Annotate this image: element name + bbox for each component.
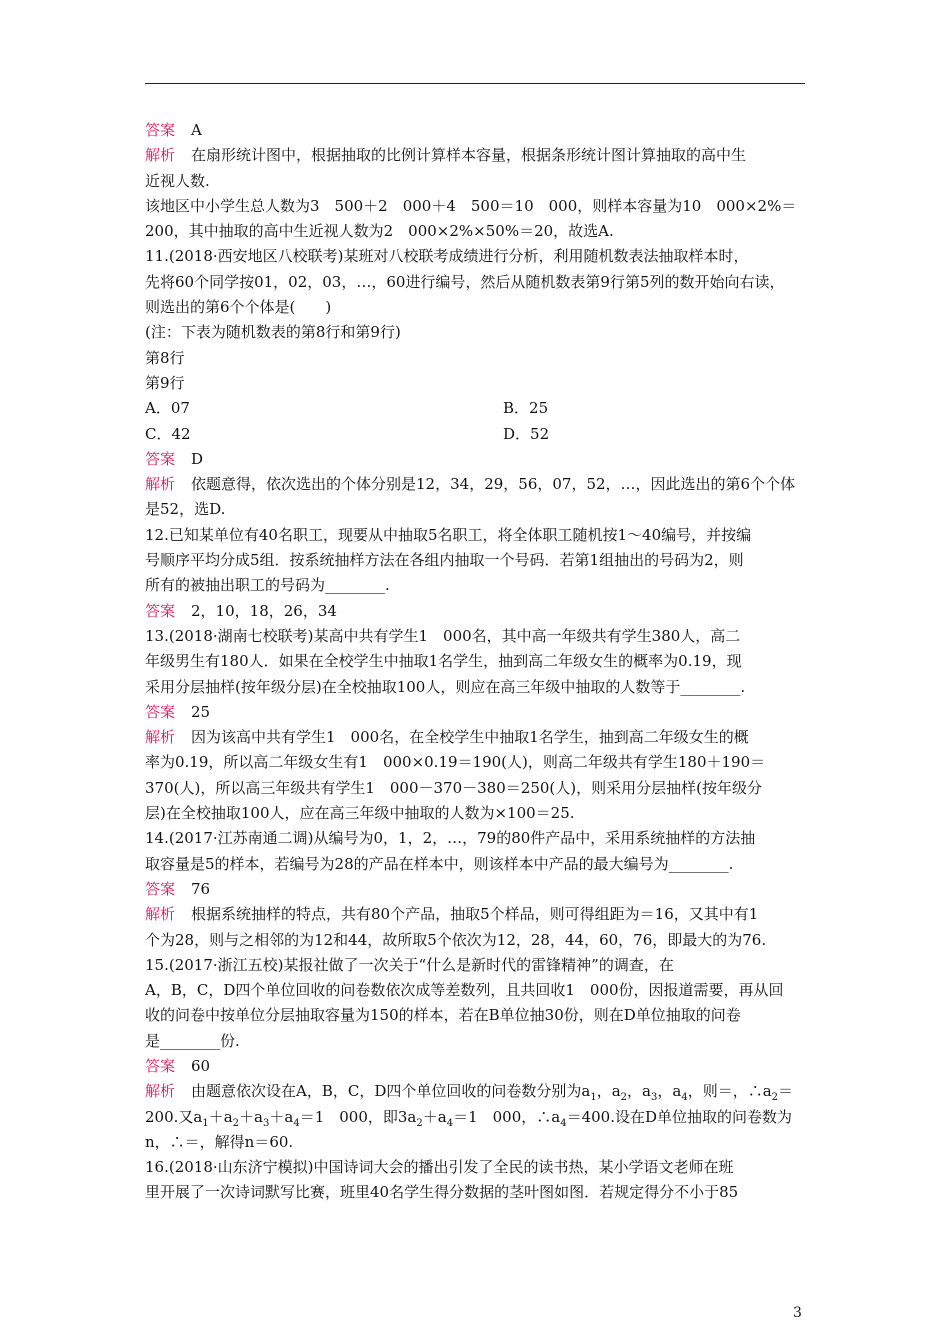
text-segment: 200.又a [145,1107,203,1126]
subscript: 2 [620,1092,628,1104]
line-text: 第9行 [145,373,185,392]
subscript: 3 [263,1117,270,1129]
text-line [145,1029,815,1054]
line-text: 层)在全校抽取100人，应在高三年级中抽取的人数为×100＝25. [145,804,575,823]
text-segment: ＝ [778,1082,794,1101]
subscript: 4 [560,1117,567,1129]
text-line [145,548,815,573]
analysis-line [145,902,815,927]
line-text: 依题意得，依次选出的个体分别是12，34，29，56，07，52，…，因此选出的第6个个体 [191,475,796,494]
line-text: 16.(2018·山东济宁模拟)中国诗词大会的播出引发了全民的读书热，某小学语文老师在班 [145,1158,734,1177]
answer-line [145,599,815,624]
text-line [145,750,815,775]
text-segment: ＝400.设在D单位抽取的问卷数为 [566,1107,793,1126]
line-text: 先将60个同学按01，02，03，…，60进行编号，然后从随机数表第9行第5列的数开始向右读， [145,272,785,291]
line-text: 则选出的第6个个体是( ) [145,298,332,317]
subscript: 2 [771,1092,779,1104]
text-line [145,1180,815,1205]
line-text: 25 [191,702,211,721]
answer-line [145,118,815,143]
text-segment: ，则＝，∴a [687,1082,772,1101]
subscript: 3 [650,1092,658,1104]
subscript: 1 [590,1092,597,1104]
text-segment: ＝1 000，即3a [299,1107,417,1126]
text-line [145,649,815,674]
line-text: 370(人)，所以高三年级共有学生1 000－370－380＝250(人)，则采用分层抽样(按年级分 [145,778,762,797]
option-left: A．07 [145,399,190,418]
text-segment: ＋a [269,1107,294,1126]
line-text: 在扇形统计图中，根据抽取的比例计算样本容量，根据条形统计图计算抽取的高中生 [191,146,747,165]
text-line [145,852,815,877]
text-line [145,270,815,295]
subscript: 2 [232,1117,240,1129]
text-line [145,826,815,851]
line-text: 年级男生有180人．如果在全校学生中抽取1名学生，抽到高二年级女生的概率为0.19，现 [145,652,742,671]
line-text: 2，10，18，26，34 [191,601,337,620]
answer-line [145,877,815,902]
text-line [145,523,815,548]
text-segment: ，a [627,1082,651,1101]
line-text: 12.已知某单位有40名职工，现要从中抽取5名职工，将全体职工随机按1～40编号，并按编 [145,525,752,544]
line-text: (注：下表为随机数表的第8行和第9行) [145,323,401,342]
line-text: 11.(2018·西安地区八校联考)某班对八校联考成绩进行分析，利用随机数表法抽取样本时， [145,247,749,266]
line-text: 15.(2017·浙江五校)某报社做了一次关于“什么是新时代的雷锋精神”的调查，在 [145,955,674,974]
line-text: 号顺序平均分成5组．按系统抽样方法在各组内抽取一个号码．若第1组抽出的号码为2，则 [145,551,744,570]
header-rule [145,83,805,84]
text-line [145,776,815,801]
text-segment: ＋a [208,1107,233,1126]
subscript: 4 [293,1117,300,1129]
answer-label: 答案 [145,879,176,898]
option-right: B．25 [503,399,549,418]
line-text: A [191,121,202,139]
answer-label: 答案 [145,601,176,620]
text-line [145,953,815,978]
subscript: 4 [446,1117,454,1129]
text-line [145,346,815,371]
analysis-line [145,472,815,497]
analysis-label: 解析 [145,728,176,747]
answer-line [145,447,815,472]
line-text: 根据系统抽样的特点，共有80个产品，抽取5个样品，则可得组距为＝16，又其中有1 [191,905,759,924]
line-text: 是________份. [145,1031,240,1050]
line-text: D [191,449,204,468]
answer-line [145,700,815,725]
text-line [145,219,815,244]
document-body [145,118,815,1206]
option-right: D．52 [503,424,550,443]
text-segment: ＝1 000，∴a [453,1107,561,1126]
subscript: 2 [416,1117,423,1129]
text-line [145,371,815,396]
line-text: 14.(2017·江苏南通二调)从编号为0，1，2，…，79的80件产品中，采用系统抽样的方法抽 [145,829,756,848]
line-text: n，∴＝，解得n＝60. [145,1132,294,1151]
line-text: 近视人数. [145,171,210,190]
text-line [145,244,815,269]
line-text: A，B，C，D四个单位回收的问卷数依次成等差数列，且共回收1 000份，因报道需要，再从回 [145,981,784,1000]
analysis-label: 解析 [145,475,176,494]
answer-label: 答案 [145,702,176,721]
text-line [145,169,815,194]
text-segment: 由题意依次设在A，B，C，D四个单位回收的问卷数分别为a [191,1082,591,1101]
answer-line [145,1054,815,1079]
option-row [145,396,815,421]
text-line [145,573,815,598]
text-segment: ＋a [239,1107,263,1126]
line-text: 采用分层抽样(按年级分层)在全校抽取100人，则应在高三年级中抽取的人数等于________. [145,677,746,696]
line-text: 第8行 [145,348,185,367]
analysis-line [145,725,815,750]
line-text: 率为0.19，所以高二年级女生有1 000×0.19＝190(人)，则高二年级共有学生180＋190＝ [145,753,766,772]
analysis-label: 解析 [145,146,176,165]
answer-label: 答案 [145,449,176,468]
line-text: 因为该高中共有学生1 000名，在全校学生中抽取1名学生，抽到高二年级女生的概 [191,728,749,747]
line-text: 是52，选D. [145,500,226,519]
line-text: 76 [191,879,211,898]
text-segment: ，a [657,1082,682,1101]
analysis-label: 解析 [145,1082,176,1101]
text-line [145,801,815,826]
text-line [145,497,815,522]
text-line [145,1105,815,1130]
analysis-label: 解析 [145,905,176,924]
option-left: C．42 [145,424,191,443]
option-row [145,422,815,447]
line-text: 收的问卷中按单位分层抽取容量为150的样本，若在B单位抽30份，则在D单位抽取的问卷 [145,1006,741,1025]
page-number: 3 [793,1305,802,1321]
line-text: 里开展了一次诗词默写比赛，班里40名学生得分数据的茎叶图如图．若规定得分不小于85 [145,1183,739,1202]
analysis-line [145,143,815,168]
text-line [145,675,815,700]
subscript: 4 [681,1092,688,1104]
line-text: 所有的被抽出职工的号码为________. [145,576,390,595]
text-line [145,1079,815,1104]
text-line [145,1130,815,1155]
text-line [145,1155,815,1180]
line-text: 该地区中小学生总人数为3 500＋2 000＋4 500＝10 000，则样本容量为10 000×2%＝ [145,196,797,215]
text-line [145,194,815,219]
text-line [145,928,815,953]
text-line [145,320,815,345]
answer-label: 答案 [145,1056,176,1075]
subscript: 1 [202,1117,209,1129]
answer-label: 答案 [145,121,176,139]
line-text: 13.(2018·湖南七校联考)某高中共有学生1 000名，其中高一年级共有学生380人，高二 [145,626,741,645]
line-text: 200，其中抽取的高中生近视人数为2 000×2%×50%＝20，故选A. [145,222,614,241]
text-line [145,624,815,649]
text-line [145,978,815,1003]
line-text: 个为28，则与之相邻的为12和44，故所取5个依次为12，28，44，60，76，即最大的为76. [145,930,767,949]
line-text: 60 [191,1056,211,1075]
text-segment: ，a [596,1082,621,1101]
line-text: 取容量是5的样本，若编号为28的产品在样本中，则该样本中产品的最大编号为________. [145,854,734,873]
text-line [145,295,815,320]
text-line [145,1003,815,1028]
text-segment: ＋a [422,1107,447,1126]
